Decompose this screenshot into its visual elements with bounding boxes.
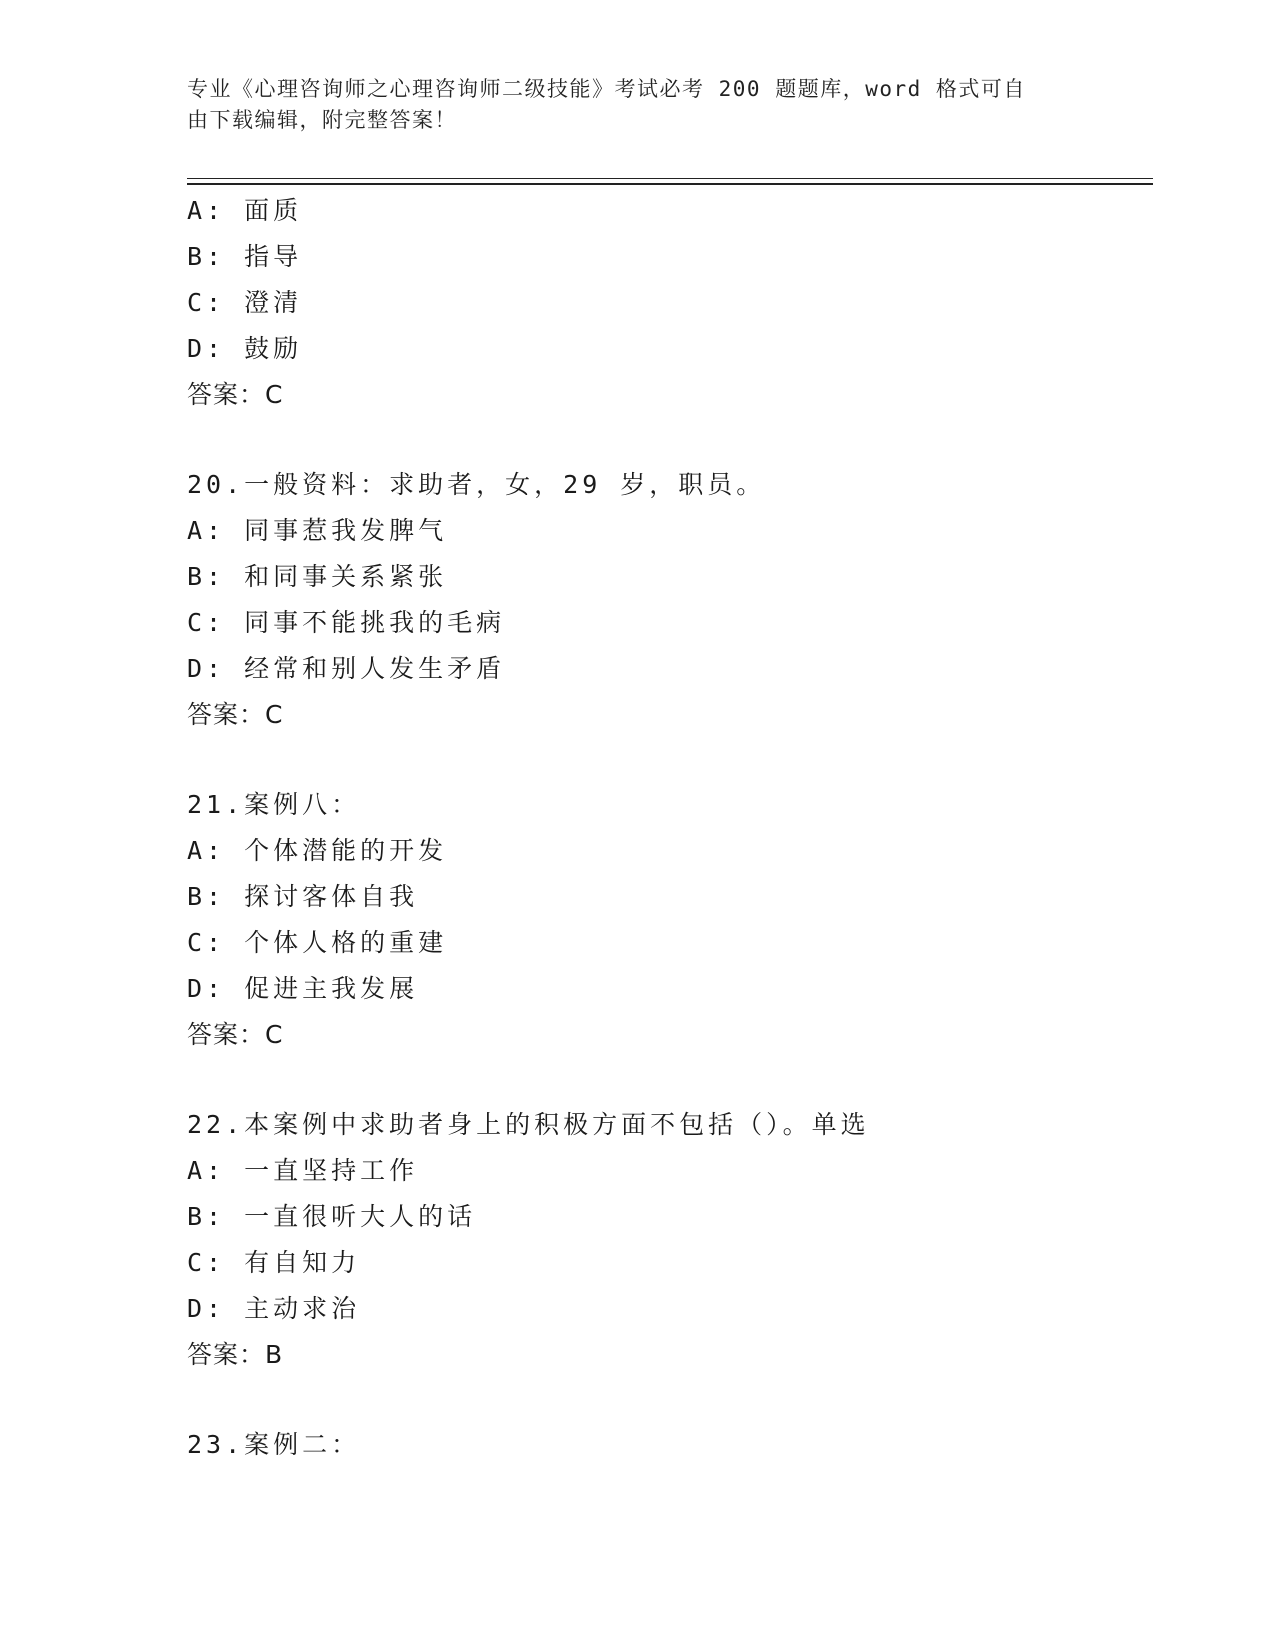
option-a: A: 一直坚持工作 [187, 1156, 419, 1185]
answer-line: 答案：B [187, 1340, 284, 1369]
question-list [187, 188, 1147, 1468]
question-stem: 22.本案例中求助者身上的积极方面不包括（）。单选 [187, 1110, 870, 1139]
option-b: B: 和同事关系紧张 [187, 562, 448, 591]
option-a: A: 同事惹我发脾气 [187, 516, 448, 545]
question-22 [187, 1102, 1147, 1378]
question-23 [187, 1422, 1147, 1468]
question-20 [187, 462, 1147, 738]
header-line-1: 专业《心理咨询师之心理咨询师二级技能》考试必考 200 题题库，word 格式可自 [187, 77, 1026, 101]
question-21 [187, 782, 1147, 1058]
header-line-2: 由下载编辑，附完整答案！ [187, 108, 457, 132]
option-c: C: 个体人格的重建 [187, 928, 448, 957]
option-d: D: 促进主我发展 [187, 974, 419, 1003]
header-divider-thin [187, 178, 1153, 179]
option-b: B: 指导 [187, 242, 303, 271]
option-d: D: 鼓励 [187, 334, 303, 363]
header-divider-thick [187, 183, 1153, 185]
answer-line: 答案：C [187, 1020, 284, 1049]
option-a: A: 个体潜能的开发 [187, 836, 448, 865]
option-c: C: 有自知力 [187, 1248, 361, 1277]
question-stem: 20.一般资料：求助者，女，29 岁，职员。 [187, 470, 766, 499]
option-b: B: 一直很听大人的话 [187, 1202, 477, 1231]
question-partial [187, 188, 1147, 418]
question-stem: 21.案例八： [187, 790, 361, 819]
option-d: D: 经常和别人发生矛盾 [187, 654, 506, 683]
option-c: C: 同事不能挑我的毛病 [187, 608, 506, 637]
answer-line: 答案：C [187, 380, 284, 409]
option-d: D: 主动求治 [187, 1294, 361, 1323]
document-header [187, 74, 1067, 136]
option-b: B: 探讨客体自我 [187, 882, 419, 911]
option-a: A: 面质 [187, 196, 303, 225]
answer-line: 答案：C [187, 700, 284, 729]
option-c: C: 澄清 [187, 288, 303, 317]
question-stem: 23.案例二： [187, 1430, 361, 1459]
